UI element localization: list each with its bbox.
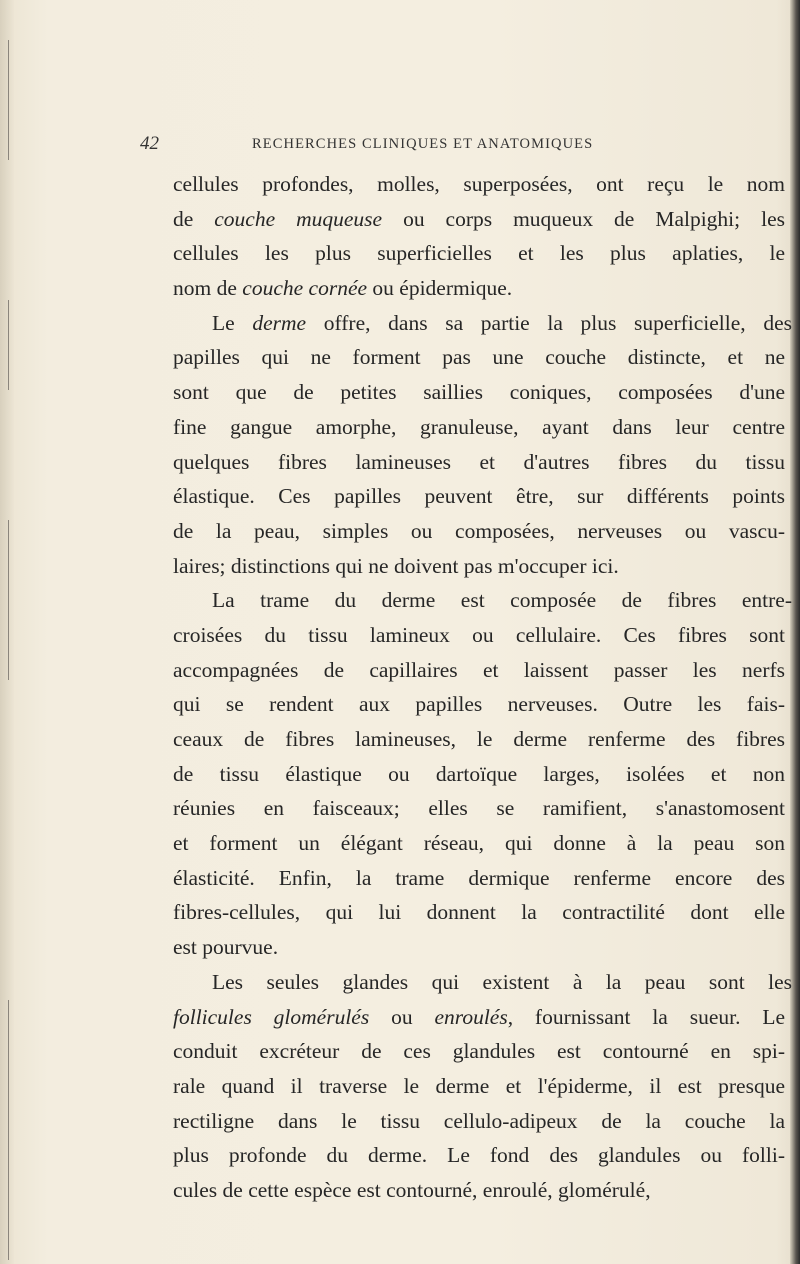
text-run: La trame du derme est composée de fibres entre- (212, 588, 792, 613)
page-number: 42 (140, 133, 159, 154)
text-run: nom de (173, 276, 243, 301)
text-line (173, 1000, 785, 1035)
text-line (173, 1138, 785, 1173)
text-run: rale quand il traverse le derme et l'épiderme, il est presque (173, 1073, 785, 1098)
text-line (173, 895, 785, 930)
text-line (173, 445, 785, 480)
text-line (173, 1173, 785, 1208)
text-run: ceaux de fibres lamineuses, le derme renferme des fibres (173, 727, 785, 751)
text-line (173, 167, 785, 202)
text-run: ou corps muqueux de Malpighi; les (382, 206, 785, 231)
text-line (180, 965, 792, 1000)
text-run: de la peau, simples ou composées, nerveuses ou vascu- (173, 518, 785, 543)
text-run: réunies en faisceaux; elles se ramifient, s'anastomosent (173, 796, 785, 821)
text-line (173, 826, 785, 861)
text-run: laires; distinctions qui ne doivent pas m'occuper ici. (173, 553, 619, 578)
italic-term: couche muqueuse (214, 206, 383, 231)
text-line (173, 514, 785, 549)
text-run: est pourvue. (173, 935, 279, 960)
text-run: accompagnées de capillaires et laissent passer les nerfs (173, 657, 785, 682)
text-line (173, 410, 785, 445)
text-line (173, 791, 785, 826)
text-line (173, 757, 785, 792)
text-run: quelques fibres lamineuses et d'autres fibres du tissu (173, 449, 785, 474)
text-run: papilles qui ne forment pas une couche distincte, et ne (173, 345, 785, 370)
text-line (173, 722, 785, 757)
text-run: et forment un élégant réseau, qui donne à la peau son (173, 831, 785, 856)
text-line (173, 202, 785, 237)
text-run: croisées du tissu lamineux ou cellulaire. Ces fibres sont (173, 622, 785, 647)
binding-gutter (0, 0, 14, 1264)
italic-term: enroulés (434, 1004, 508, 1029)
text-run: ou (369, 1004, 435, 1029)
text-run: offre, dans sa partie la plus superficielle, des (306, 310, 792, 335)
text-run: , fournissant la sueur. Le (507, 1004, 785, 1029)
text-line (173, 236, 785, 271)
text-line (173, 861, 785, 896)
text-run: élastique. Ces papilles peuvent être, sur différents points (173, 484, 785, 509)
text-line (173, 653, 785, 688)
text-run: Le (212, 310, 253, 335)
text-run: de tissu élastique ou dartoïque larges, isolées et non (173, 761, 785, 786)
italic-term: couche cornée (242, 276, 368, 301)
text-line (173, 1034, 785, 1069)
text-run: cellules les plus superficielles et les plus aplaties, le (173, 241, 785, 266)
text-line (173, 340, 785, 375)
italic-term: derme (252, 310, 307, 335)
gutter-mark (8, 40, 9, 160)
gutter-mark (8, 520, 9, 680)
text-line (173, 1069, 785, 1104)
running-head: RECHERCHES CLINIQUES ET ANATOMIQUES (252, 136, 594, 152)
text-run: fibres-cellules, qui lui donnent la contractilité dont elle (173, 900, 785, 925)
body-text (173, 167, 792, 1208)
text-run: conduit excréteur de ces glandules est contourné en spi- (173, 1039, 785, 1064)
text-line (180, 306, 792, 341)
text-line (173, 1104, 785, 1139)
gutter-mark (8, 1000, 9, 1260)
text-line (173, 930, 785, 965)
text-line (180, 583, 792, 618)
text-run: plus profonde du derme. Le fond des glandules ou folli- (173, 1143, 785, 1168)
text-run: cules de cette espèce est contourné, enroulé, glomérulé, (173, 1177, 651, 1202)
text-run: Les seules glandes qui existent à la peau sont les (212, 969, 792, 994)
italic-term: follicules glomérulés (173, 1004, 370, 1029)
text-run: sont que de petites saillies coniques, composées d'une (173, 380, 785, 405)
text-run: élasticité. Enfin, la trame dermique renferme encore des (173, 865, 785, 890)
text-line (173, 479, 785, 514)
text-run: ou épidermique. (367, 276, 513, 301)
text-run: cellules profondes, molles, superposées, ont reçu le nom (173, 172, 785, 196)
text-line (173, 271, 785, 306)
text-line (173, 549, 785, 584)
text-run: qui se rendent aux papilles nerveuses. Outre les fais- (173, 692, 785, 717)
text-run: de (173, 206, 215, 231)
text-run: rectiligne dans le tissu cellulo-adipeux de la couche la (173, 1108, 785, 1133)
gutter-mark (8, 300, 9, 390)
text-run: fine gangue amorphe, granuleuse, ayant dans leur centre (173, 414, 785, 439)
text-line (173, 618, 785, 653)
text-line (173, 687, 785, 722)
page-header (140, 133, 780, 155)
text-line (173, 375, 785, 410)
